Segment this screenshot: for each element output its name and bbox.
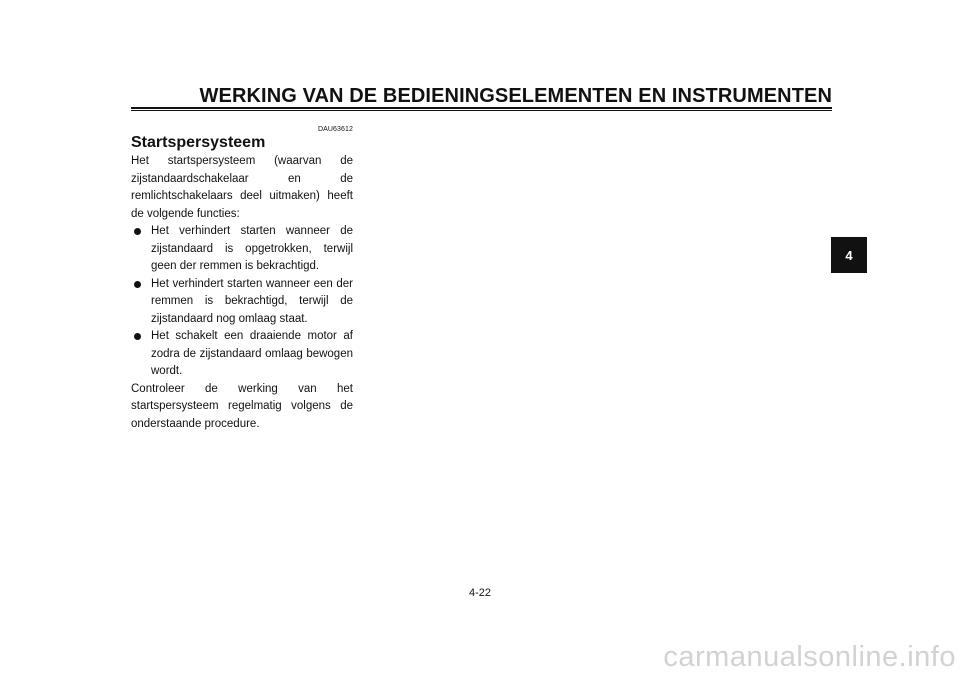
page-header-title: WERKING VAN DE BEDIENINGSELEMENTEN EN INSTRUMENTEN — [199, 85, 832, 107]
chapter-tab-label: 4 — [845, 247, 853, 263]
intro-paragraph: Het startspersysteem (waarvan de zijstandaardschakelaar en de remlichtschakelaars deel uitmaken) heeft de volgende functies: — [131, 155, 353, 220]
page-number: 4-22 — [468, 587, 492, 599]
header-rule — [131, 107, 832, 109]
function-list — [131, 223, 353, 381]
bullet-icon — [134, 281, 141, 288]
bullet-icon — [134, 228, 141, 235]
outro-paragraph: Controleer de werking van het startspersysteem regelmatig volgens de onderstaande procedure. — [131, 382, 353, 430]
section-title: Startspersysteem — [131, 134, 266, 151]
list-item — [131, 328, 353, 381]
list-item — [131, 276, 353, 329]
document-code: DAU63612 — [317, 126, 353, 133]
chapter-tab — [831, 237, 867, 273]
list-item-text: Het verhindert starten wanneer de zijstandaard is opgetrokken, terwijl geen der remmen is bekrachtigd. — [151, 225, 353, 272]
body-column — [131, 153, 353, 433]
watermark: carmanualsonline.info — [663, 641, 956, 673]
list-item-text: Het verhindert starten wanneer een der remmen is bekrachtigd, terwijl de zijstandaard nog omlaag staat. — [151, 277, 353, 325]
list-item — [131, 223, 353, 276]
bullet-icon — [134, 333, 141, 340]
list-item-text: Het schakelt een draaiende motor af zodra de zijstandaard omlaag bewogen wordt. — [151, 330, 353, 377]
header-rule-thin — [131, 110, 832, 111]
